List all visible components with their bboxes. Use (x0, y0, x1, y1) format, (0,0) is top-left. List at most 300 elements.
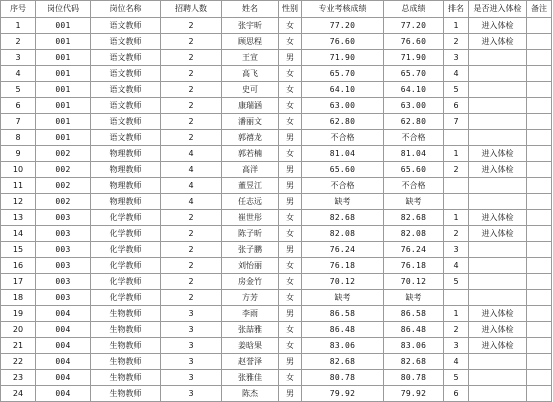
cell-total-score: 76.18 (384, 258, 444, 274)
cell-total-score: 不合格 (384, 178, 444, 194)
header-post-name: 岗位名称 (91, 1, 161, 18)
cell-post-name: 物理教师 (91, 146, 161, 162)
cell-remarks (527, 82, 552, 98)
cell-physical-exam: 进入体检 (469, 34, 527, 50)
cell-professional-score: 70.12 (302, 274, 384, 290)
cell-remarks (527, 146, 552, 162)
cell-total-score: 82.68 (384, 354, 444, 370)
cell-physical-exam (469, 98, 527, 114)
cell-name: 高飞 (222, 66, 279, 82)
cell-professional-score: 65.70 (302, 66, 384, 82)
cell-total-score: 64.10 (384, 82, 444, 98)
cell-rank (444, 194, 469, 210)
cell-post-code: 003 (36, 226, 91, 242)
cell-gender: 男 (279, 178, 302, 194)
table-row (1, 50, 552, 66)
cell-gender: 女 (279, 258, 302, 274)
cell-gender: 女 (279, 210, 302, 226)
header-professional-score: 专业考核成绩 (302, 1, 384, 18)
cell-index: 12 (1, 194, 36, 210)
cell-professional-score: 76.18 (302, 258, 384, 274)
cell-professional-score: 77.20 (302, 18, 384, 34)
cell-index: 16 (1, 258, 36, 274)
cell-post-code: 004 (36, 386, 91, 402)
table-row (1, 322, 552, 338)
cell-index: 8 (1, 130, 36, 146)
cell-physical-exam (469, 82, 527, 98)
cell-index: 23 (1, 370, 36, 386)
cell-index: 1 (1, 18, 36, 34)
cell-index: 4 (1, 66, 36, 82)
cell-index: 3 (1, 50, 36, 66)
cell-post-name: 生物教师 (91, 386, 161, 402)
cell-total-score: 82.08 (384, 226, 444, 242)
cell-post-name: 生物教师 (91, 306, 161, 322)
cell-post-code: 004 (36, 338, 91, 354)
cell-index: 9 (1, 146, 36, 162)
cell-rank: 6 (444, 386, 469, 402)
cell-total-score: 63.00 (384, 98, 444, 114)
cell-index: 14 (1, 226, 36, 242)
cell-hire-count: 3 (161, 354, 222, 370)
cell-rank: 4 (444, 258, 469, 274)
table-row (1, 18, 552, 34)
cell-rank: 3 (444, 242, 469, 258)
cell-physical-exam (469, 290, 527, 306)
cell-remarks (527, 354, 552, 370)
cell-hire-count: 2 (161, 274, 222, 290)
cell-post-name: 语文教师 (91, 114, 161, 130)
cell-index: 22 (1, 354, 36, 370)
cell-professional-score: 86.58 (302, 306, 384, 322)
cell-hire-count: 2 (161, 82, 222, 98)
table-row (1, 258, 552, 274)
table-row (1, 354, 552, 370)
cell-post-name: 物理教师 (91, 178, 161, 194)
cell-physical-exam (469, 178, 527, 194)
cell-post-name: 化学教师 (91, 210, 161, 226)
cell-rank: 4 (444, 354, 469, 370)
cell-professional-score: 71.90 (302, 50, 384, 66)
cell-hire-count: 2 (161, 130, 222, 146)
cell-gender: 女 (279, 114, 302, 130)
cell-rank: 1 (444, 18, 469, 34)
cell-post-code: 001 (36, 130, 91, 146)
cell-name: 顾思程 (222, 34, 279, 50)
cell-post-name: 语文教师 (91, 18, 161, 34)
cell-professional-score: 缺考 (302, 290, 384, 306)
cell-rank: 3 (444, 50, 469, 66)
cell-professional-score: 81.04 (302, 146, 384, 162)
cell-post-code: 003 (36, 210, 91, 226)
cell-post-name: 化学教师 (91, 242, 161, 258)
cell-name: 任志远 (222, 194, 279, 210)
cell-hire-count: 2 (161, 258, 222, 274)
cell-total-score: 缺考 (384, 290, 444, 306)
cell-remarks (527, 98, 552, 114)
cell-rank (444, 290, 469, 306)
header-row (1, 1, 552, 18)
cell-hire-count: 3 (161, 322, 222, 338)
cell-physical-exam: 进入体检 (469, 210, 527, 226)
cell-hire-count: 2 (161, 50, 222, 66)
cell-professional-score: 80.78 (302, 370, 384, 386)
cell-rank: 6 (444, 98, 469, 114)
cell-post-code: 001 (36, 34, 91, 50)
cell-hire-count: 2 (161, 114, 222, 130)
cell-rank: 3 (444, 338, 469, 354)
cell-physical-exam (469, 354, 527, 370)
cell-total-score: 76.60 (384, 34, 444, 50)
header-remarks: 备注 (527, 1, 552, 18)
cell-name: 张雅佳 (222, 370, 279, 386)
header-index: 序号 (1, 1, 36, 18)
cell-post-name: 生物教师 (91, 354, 161, 370)
cell-post-name: 化学教师 (91, 274, 161, 290)
cell-hire-count: 2 (161, 242, 222, 258)
cell-index: 19 (1, 306, 36, 322)
cell-hire-count: 2 (161, 34, 222, 50)
cell-index: 7 (1, 114, 36, 130)
cell-post-code: 001 (36, 98, 91, 114)
cell-post-code: 004 (36, 370, 91, 386)
cell-post-code: 002 (36, 178, 91, 194)
cell-remarks (527, 50, 552, 66)
cell-post-code: 004 (36, 322, 91, 338)
cell-gender: 女 (279, 338, 302, 354)
cell-post-name: 语文教师 (91, 98, 161, 114)
table-row (1, 114, 552, 130)
cell-post-name: 化学教师 (91, 290, 161, 306)
cell-index: 13 (1, 210, 36, 226)
cell-name: 崔世彤 (222, 210, 279, 226)
cell-physical-exam (469, 66, 527, 82)
cell-remarks (527, 210, 552, 226)
cell-name: 方芳 (222, 290, 279, 306)
cell-index: 17 (1, 274, 36, 290)
cell-gender: 女 (279, 18, 302, 34)
cell-total-score: 76.24 (384, 242, 444, 258)
cell-professional-score: 76.60 (302, 34, 384, 50)
cell-post-name: 物理教师 (91, 162, 161, 178)
cell-rank: 2 (444, 34, 469, 50)
cell-post-code: 002 (36, 194, 91, 210)
cell-professional-score: 缺考 (302, 194, 384, 210)
cell-physical-exam (469, 114, 527, 130)
cell-rank (444, 130, 469, 146)
cell-index: 20 (1, 322, 36, 338)
cell-post-code: 002 (36, 162, 91, 178)
cell-rank: 4 (444, 66, 469, 82)
cell-post-code: 001 (36, 82, 91, 98)
cell-hire-count: 4 (161, 194, 222, 210)
cell-post-name: 语文教师 (91, 82, 161, 98)
cell-name: 潘丽文 (222, 114, 279, 130)
cell-physical-exam: 进入体检 (469, 18, 527, 34)
cell-gender: 男 (279, 306, 302, 322)
header-physical-exam: 是否进入体检 (469, 1, 527, 18)
table-row (1, 210, 552, 226)
cell-rank: 2 (444, 226, 469, 242)
cell-index: 6 (1, 98, 36, 114)
cell-post-code: 001 (36, 50, 91, 66)
cell-post-name: 生物教师 (91, 370, 161, 386)
table-row (1, 242, 552, 258)
cell-remarks (527, 66, 552, 82)
cell-hire-count: 3 (161, 386, 222, 402)
cell-name: 史可 (222, 82, 279, 98)
table-row (1, 162, 552, 178)
cell-professional-score: 62.80 (302, 114, 384, 130)
cell-physical-exam: 进入体检 (469, 306, 527, 322)
cell-physical-exam (469, 50, 527, 66)
cell-total-score: 65.70 (384, 66, 444, 82)
cell-name: 董昱江 (222, 178, 279, 194)
cell-total-score: 77.20 (384, 18, 444, 34)
cell-professional-score: 64.10 (302, 82, 384, 98)
cell-professional-score: 82.68 (302, 210, 384, 226)
cell-name: 姜晗果 (222, 338, 279, 354)
table-row (1, 146, 552, 162)
cell-name: 郭禧龙 (222, 130, 279, 146)
cell-gender: 女 (279, 82, 302, 98)
cell-gender: 女 (279, 34, 302, 50)
cell-index: 21 (1, 338, 36, 354)
cell-professional-score: 86.48 (302, 322, 384, 338)
table-row (1, 194, 552, 210)
cell-remarks (527, 18, 552, 34)
header-gender: 性别 (279, 1, 302, 18)
table-row (1, 66, 552, 82)
cell-remarks (527, 274, 552, 290)
cell-total-score: 80.78 (384, 370, 444, 386)
cell-gender: 男 (279, 130, 302, 146)
cell-rank: 2 (444, 322, 469, 338)
header-hire-count: 招聘人数 (161, 1, 222, 18)
cell-remarks (527, 162, 552, 178)
cell-gender: 女 (279, 274, 302, 290)
cell-hire-count: 3 (161, 306, 222, 322)
cell-remarks (527, 386, 552, 402)
cell-name: 刘怡丽 (222, 258, 279, 274)
cell-total-score: 82.68 (384, 210, 444, 226)
cell-remarks (527, 306, 552, 322)
cell-professional-score: 79.92 (302, 386, 384, 402)
cell-hire-count: 2 (161, 226, 222, 242)
table-row (1, 178, 552, 194)
cell-gender: 女 (279, 98, 302, 114)
cell-remarks (527, 130, 552, 146)
cell-total-score: 不合格 (384, 130, 444, 146)
cell-hire-count: 4 (161, 178, 222, 194)
cell-name: 陈子昕 (222, 226, 279, 242)
cell-gender: 男 (279, 386, 302, 402)
cell-post-name: 物理教师 (91, 194, 161, 210)
cell-post-name: 语文教师 (91, 34, 161, 50)
cell-gender: 女 (279, 370, 302, 386)
cell-total-score: 79.92 (384, 386, 444, 402)
cell-post-name: 语文教师 (91, 50, 161, 66)
table-row (1, 386, 552, 402)
cell-remarks (527, 258, 552, 274)
cell-hire-count: 4 (161, 146, 222, 162)
cell-physical-exam: 进入体检 (469, 322, 527, 338)
header-rank: 排名 (444, 1, 469, 18)
header-post-code: 岗位代码 (36, 1, 91, 18)
cell-physical-exam: 进入体检 (469, 338, 527, 354)
cell-rank: 5 (444, 274, 469, 290)
table-row (1, 338, 552, 354)
cell-name: 张子鹏 (222, 242, 279, 258)
cell-post-code: 003 (36, 274, 91, 290)
cell-professional-score: 63.00 (302, 98, 384, 114)
header-total-score: 总成绩 (384, 1, 444, 18)
cell-hire-count: 2 (161, 290, 222, 306)
header-name: 姓名 (222, 1, 279, 18)
cell-gender: 男 (279, 162, 302, 178)
table-body (1, 18, 552, 402)
cell-professional-score: 65.60 (302, 162, 384, 178)
cell-professional-score: 不合格 (302, 130, 384, 146)
cell-remarks (527, 34, 552, 50)
cell-rank: 7 (444, 114, 469, 130)
table-row (1, 34, 552, 50)
cell-name: 张宇昕 (222, 18, 279, 34)
cell-total-score: 81.04 (384, 146, 444, 162)
cell-remarks (527, 242, 552, 258)
cell-index: 2 (1, 34, 36, 50)
cell-name: 赵誉泽 (222, 354, 279, 370)
cell-post-code: 002 (36, 146, 91, 162)
cell-remarks (527, 114, 552, 130)
cell-name: 王宣 (222, 50, 279, 66)
table-row (1, 98, 552, 114)
cell-gender: 男 (279, 242, 302, 258)
cell-gender: 女 (279, 290, 302, 306)
cell-index: 24 (1, 386, 36, 402)
cell-remarks (527, 194, 552, 210)
cell-index: 11 (1, 178, 36, 194)
cell-index: 5 (1, 82, 36, 98)
cell-rank: 1 (444, 146, 469, 162)
cell-total-score: 83.06 (384, 338, 444, 354)
cell-remarks (527, 226, 552, 242)
cell-post-code: 003 (36, 258, 91, 274)
cell-hire-count: 3 (161, 370, 222, 386)
cell-post-code: 001 (36, 18, 91, 34)
cell-hire-count: 2 (161, 98, 222, 114)
cell-total-score: 65.60 (384, 162, 444, 178)
cell-post-name: 化学教师 (91, 258, 161, 274)
cell-post-code: 003 (36, 290, 91, 306)
cell-rank (444, 178, 469, 194)
cell-post-code: 004 (36, 306, 91, 322)
cell-rank: 1 (444, 306, 469, 322)
cell-remarks (527, 322, 552, 338)
cell-post-name: 语文教师 (91, 130, 161, 146)
cell-physical-exam (469, 386, 527, 402)
cell-gender: 女 (279, 226, 302, 242)
cell-name: 李雨 (222, 306, 279, 322)
cell-physical-exam (469, 370, 527, 386)
cell-name: 高洋 (222, 162, 279, 178)
cell-gender: 女 (279, 322, 302, 338)
cell-physical-exam: 进入体检 (469, 162, 527, 178)
cell-name: 陈杰 (222, 386, 279, 402)
cell-name: 张喆雅 (222, 322, 279, 338)
cell-index: 10 (1, 162, 36, 178)
cell-hire-count: 4 (161, 162, 222, 178)
cell-professional-score: 82.08 (302, 226, 384, 242)
cell-hire-count: 2 (161, 210, 222, 226)
cell-gender: 男 (279, 354, 302, 370)
cell-physical-exam (469, 194, 527, 210)
cell-total-score: 70.12 (384, 274, 444, 290)
cell-post-code: 004 (36, 354, 91, 370)
cell-index: 15 (1, 242, 36, 258)
cell-post-name: 生物教师 (91, 338, 161, 354)
cell-gender: 男 (279, 50, 302, 66)
cell-rank: 5 (444, 82, 469, 98)
cell-post-name: 语文教师 (91, 66, 161, 82)
cell-hire-count: 3 (161, 338, 222, 354)
cell-total-score: 86.58 (384, 306, 444, 322)
table-row (1, 82, 552, 98)
cell-post-code: 001 (36, 114, 91, 130)
cell-post-name: 化学教师 (91, 226, 161, 242)
cell-total-score: 缺考 (384, 194, 444, 210)
cell-post-code: 001 (36, 66, 91, 82)
cell-gender: 女 (279, 146, 302, 162)
cell-remarks (527, 290, 552, 306)
cell-name: 康瑞涵 (222, 98, 279, 114)
cell-gender: 女 (279, 66, 302, 82)
table-row (1, 306, 552, 322)
cell-index: 18 (1, 290, 36, 306)
cell-physical-exam (469, 242, 527, 258)
cell-post-name: 生物教师 (91, 322, 161, 338)
cell-professional-score: 76.24 (302, 242, 384, 258)
cell-remarks (527, 370, 552, 386)
cell-remarks (527, 338, 552, 354)
table-row (1, 130, 552, 146)
cell-professional-score: 82.68 (302, 354, 384, 370)
cell-rank: 5 (444, 370, 469, 386)
cell-gender: 男 (279, 194, 302, 210)
table-row (1, 274, 552, 290)
cell-name: 郭若楠 (222, 146, 279, 162)
table-row (1, 370, 552, 386)
cell-rank: 1 (444, 210, 469, 226)
cell-hire-count: 2 (161, 66, 222, 82)
cell-professional-score: 不合格 (302, 178, 384, 194)
cell-physical-exam: 进入体检 (469, 226, 527, 242)
table-row (1, 290, 552, 306)
cell-physical-exam (469, 258, 527, 274)
cell-total-score: 86.48 (384, 322, 444, 338)
table-row (1, 226, 552, 242)
cell-physical-exam (469, 130, 527, 146)
cell-name: 房金竹 (222, 274, 279, 290)
cell-rank: 2 (444, 162, 469, 178)
cell-total-score: 62.80 (384, 114, 444, 130)
cell-post-code: 003 (36, 242, 91, 258)
cell-hire-count: 2 (161, 18, 222, 34)
cell-physical-exam (469, 274, 527, 290)
cell-remarks (527, 178, 552, 194)
cell-total-score: 71.90 (384, 50, 444, 66)
cell-professional-score: 83.06 (302, 338, 384, 354)
